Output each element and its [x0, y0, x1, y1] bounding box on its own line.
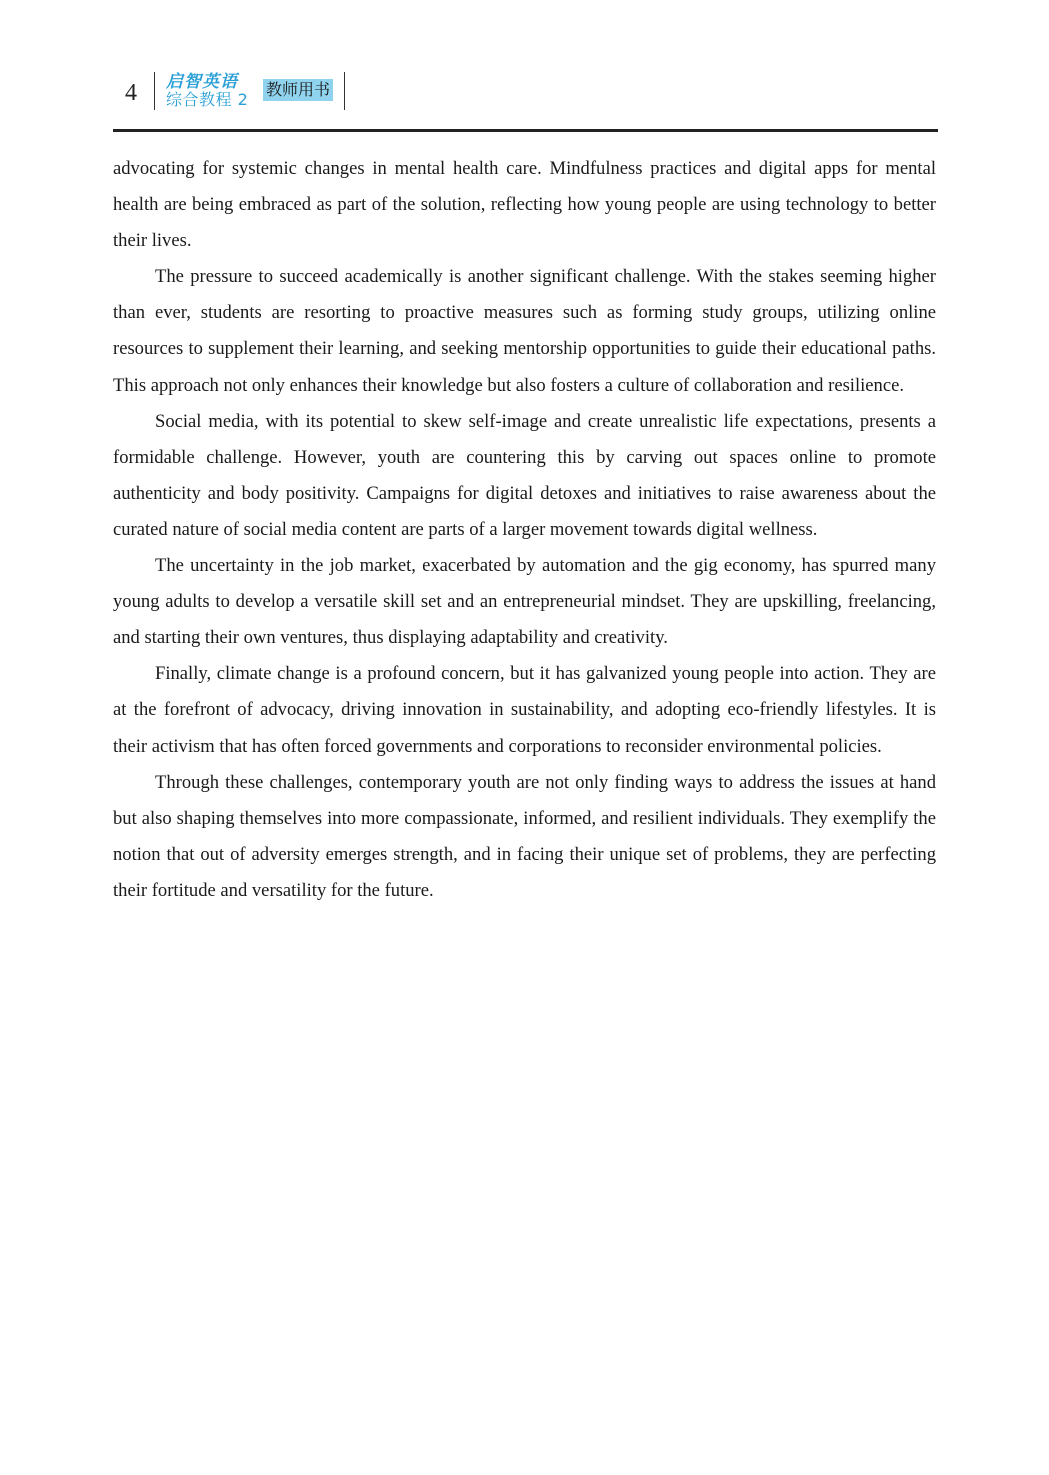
- body-text: [113, 151, 936, 909]
- paragraph: Finally, climate change is a profound concern, but it has galvanized young people into action. They are at the forefront of advocacy, driving innovation in sustainability, and adopting eco-friendly lifestyles. It is their activism that has often forced governments and corporations to reconsider environmental policies.: [113, 663, 936, 757]
- header-rule: [113, 129, 938, 132]
- header-divider-left: [154, 72, 155, 110]
- header-divider-right: [344, 72, 345, 110]
- teacher-book-badge: 教师用书: [263, 79, 333, 101]
- page-number: 4: [125, 80, 137, 106]
- paragraph: Social media, with its potential to skew self-image and create unrealistic life expectations, presents a formidable challenge. However, youth are countering this by carving out spaces online to promote authenticity and body positivity. Campaigns for digital detoxes and initiatives to raise awareness about the curated nature of social media content are parts of a larger movement towards digital wellness.: [113, 410, 936, 540]
- paragraph: The pressure to succeed academically is another significant challenge. With the stakes seeming higher than ever, students are resorting to proactive measures such as forming study groups, utilizing online resources to supplement their learning, and seeking mentorship opportunities to guide their educational paths. This approach not only enhances their knowledge but also fosters a culture of collaboration and resilience.: [113, 266, 936, 396]
- paragraph: The uncertainty in the job market, exacerbated by automation and the gig economy, has spurred many young adults to develop a versatile skill set and an entrepreneurial mindset. They are upskilling, freelancing, and starting their own ventures, thus displaying adaptability and creativity.: [113, 555, 936, 649]
- paragraph: advocating for systemic changes in mental health care. Mindfulness practices and digital apps for mental health are being embraced as part of the solution, reflecting how young people are using technology to better their lives.: [113, 158, 936, 252]
- book-volume-name: 综合教程 2: [166, 90, 249, 109]
- book-series-name: 启智英语: [166, 72, 238, 92]
- paragraph: Through these challenges, contemporary youth are not only finding ways to address the issues at hand but also shaping themselves into more compassionate, informed, and resilient individuals. They exemplify the notion that out of adversity emerges strength, and in facing their unique set of problems, they are perfecting their fortitude and versatility for the future.: [113, 771, 936, 901]
- page-header: [113, 70, 938, 132]
- book-title: [166, 73, 248, 109]
